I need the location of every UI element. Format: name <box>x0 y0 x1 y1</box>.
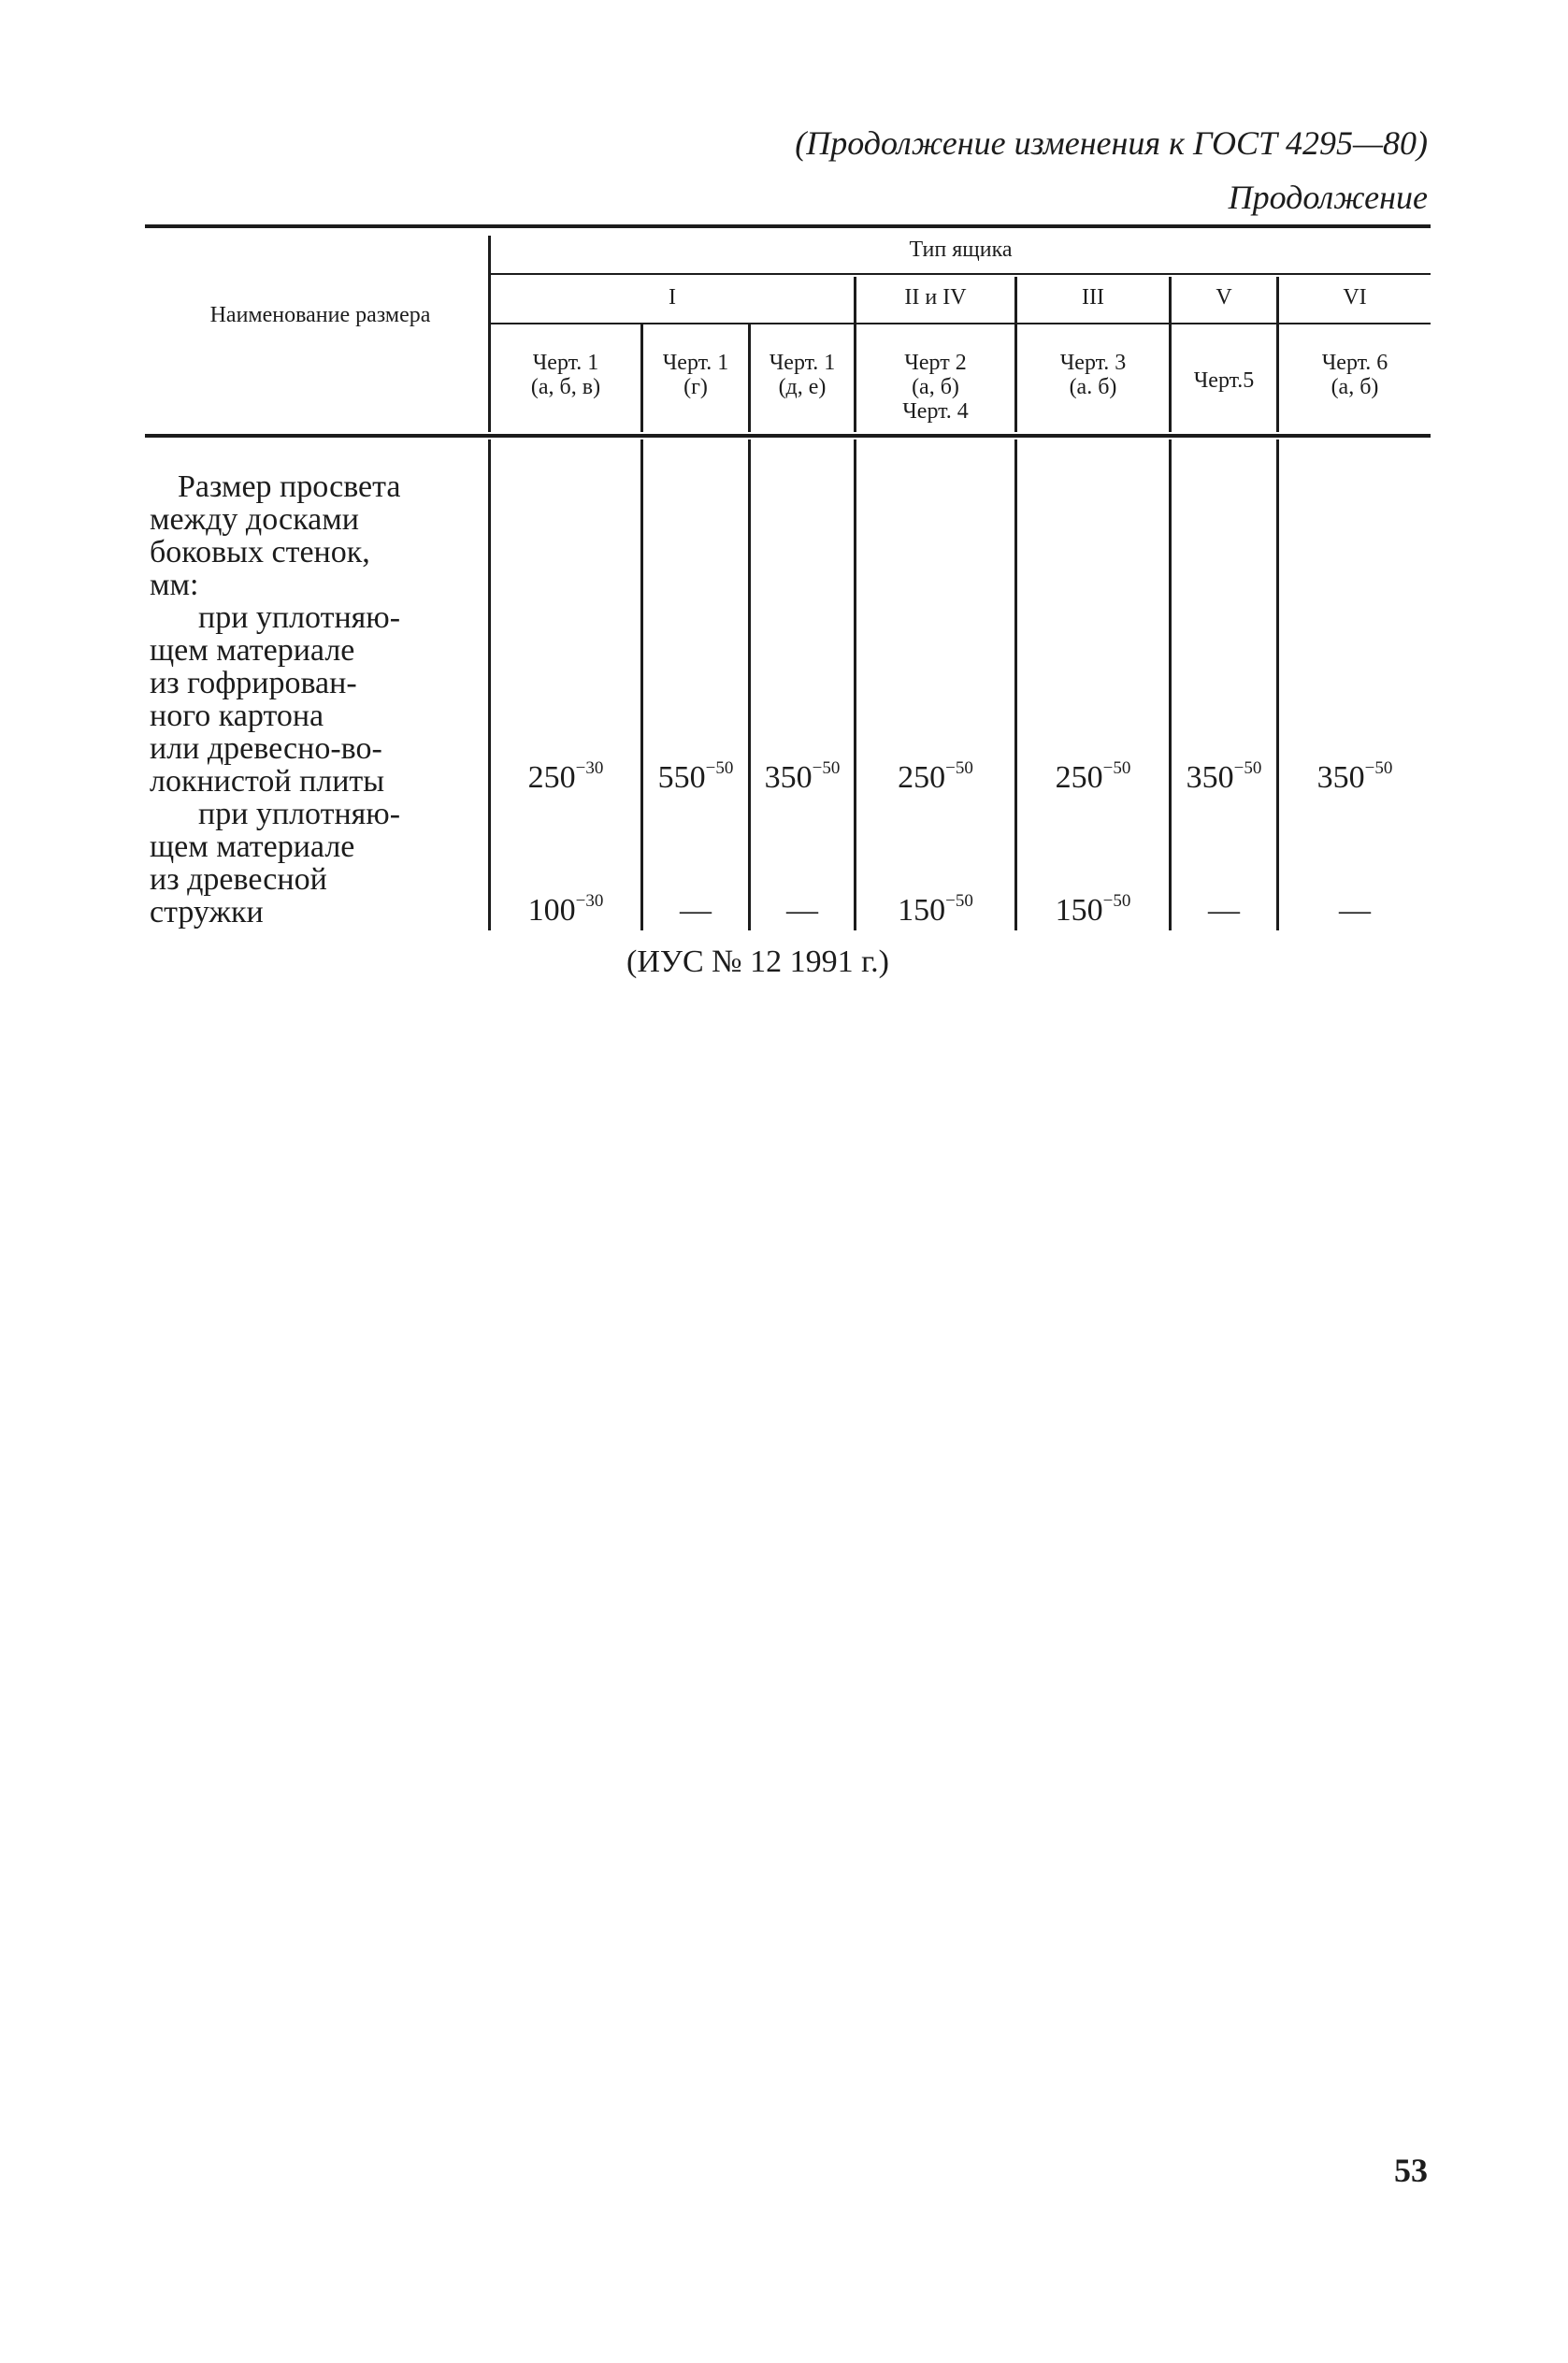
header-bottom-rule <box>145 434 1431 438</box>
value-cell: $250^{-50}$ <box>1055 758 1131 795</box>
value-cell: $250^{-30}$ <box>527 758 604 795</box>
continuation-label: Продолжение <box>1228 179 1428 216</box>
drawing-ref: Черт.5 <box>1193 368 1255 393</box>
type-row-rule <box>491 323 1431 324</box>
value-cell: $550^{-50}$ <box>657 758 734 795</box>
value-cell: — <box>786 893 818 928</box>
drawing-ref: Черт. 6 (а, б) <box>1321 351 1388 399</box>
body-divider <box>488 439 491 930</box>
body-divider <box>854 439 856 930</box>
body-divider <box>748 439 751 930</box>
table-top-rule <box>145 224 1431 228</box>
value-cell: $150^{-50}$ <box>1055 891 1131 928</box>
footnote: (ИУС № 12 1991 г.) <box>626 944 889 979</box>
continuation-title: (Продолжение изменения к ГОСТ 4295—80) <box>795 124 1428 162</box>
value-cell: $250^{-50}$ <box>898 758 973 795</box>
row-title: Размер просвета между досками боковых стенок, мм: <box>150 469 401 602</box>
value-cell: — <box>1208 893 1240 928</box>
group-header-rule <box>491 273 1431 275</box>
value-cell: $100^{-30}$ <box>527 891 604 928</box>
type-label: II и IV <box>904 285 967 310</box>
body-divider <box>1276 439 1279 930</box>
header-divider-name <box>488 236 491 432</box>
type-label: I <box>669 285 676 310</box>
body-divider <box>1014 439 1017 930</box>
value-cell: $350^{-50}$ <box>1186 758 1262 795</box>
value-cell: $350^{-50}$ <box>764 758 841 795</box>
name-column-header: Наименование размера <box>209 303 431 327</box>
drawing-ref: Черт. 1 (а, б, в) <box>530 351 601 399</box>
drawing-ref: Черт 2 (а, б) Черт. 4 <box>902 351 969 424</box>
value-cell: — <box>680 893 712 928</box>
type-label: V <box>1216 285 1232 310</box>
type-label: VI <box>1343 285 1367 310</box>
group-header: Тип ящика <box>909 238 1013 262</box>
drawing-ref: Черт. 1 (г) <box>662 351 729 399</box>
drawing-ref: Черт. 3 (а. б) <box>1059 351 1127 399</box>
drawing-ref: Черт. 1 (д, е) <box>769 351 836 399</box>
value-cell: — <box>1339 893 1371 928</box>
page-number: 53 <box>1394 2152 1428 2189</box>
value-cell: $350^{-50}$ <box>1316 758 1393 795</box>
sub-item-cardboard-label: при уплотняю- щем материале из гофрирован- ного картона или древесно-во- локнистой плиты <box>150 600 401 799</box>
body-divider <box>640 439 643 930</box>
body-divider <box>1169 439 1172 930</box>
sub-item-shavings-label: при уплотняю- щем материале из древесной стружки <box>150 797 401 929</box>
type-label: III <box>1082 285 1104 310</box>
value-cell: $150^{-50}$ <box>898 891 973 928</box>
